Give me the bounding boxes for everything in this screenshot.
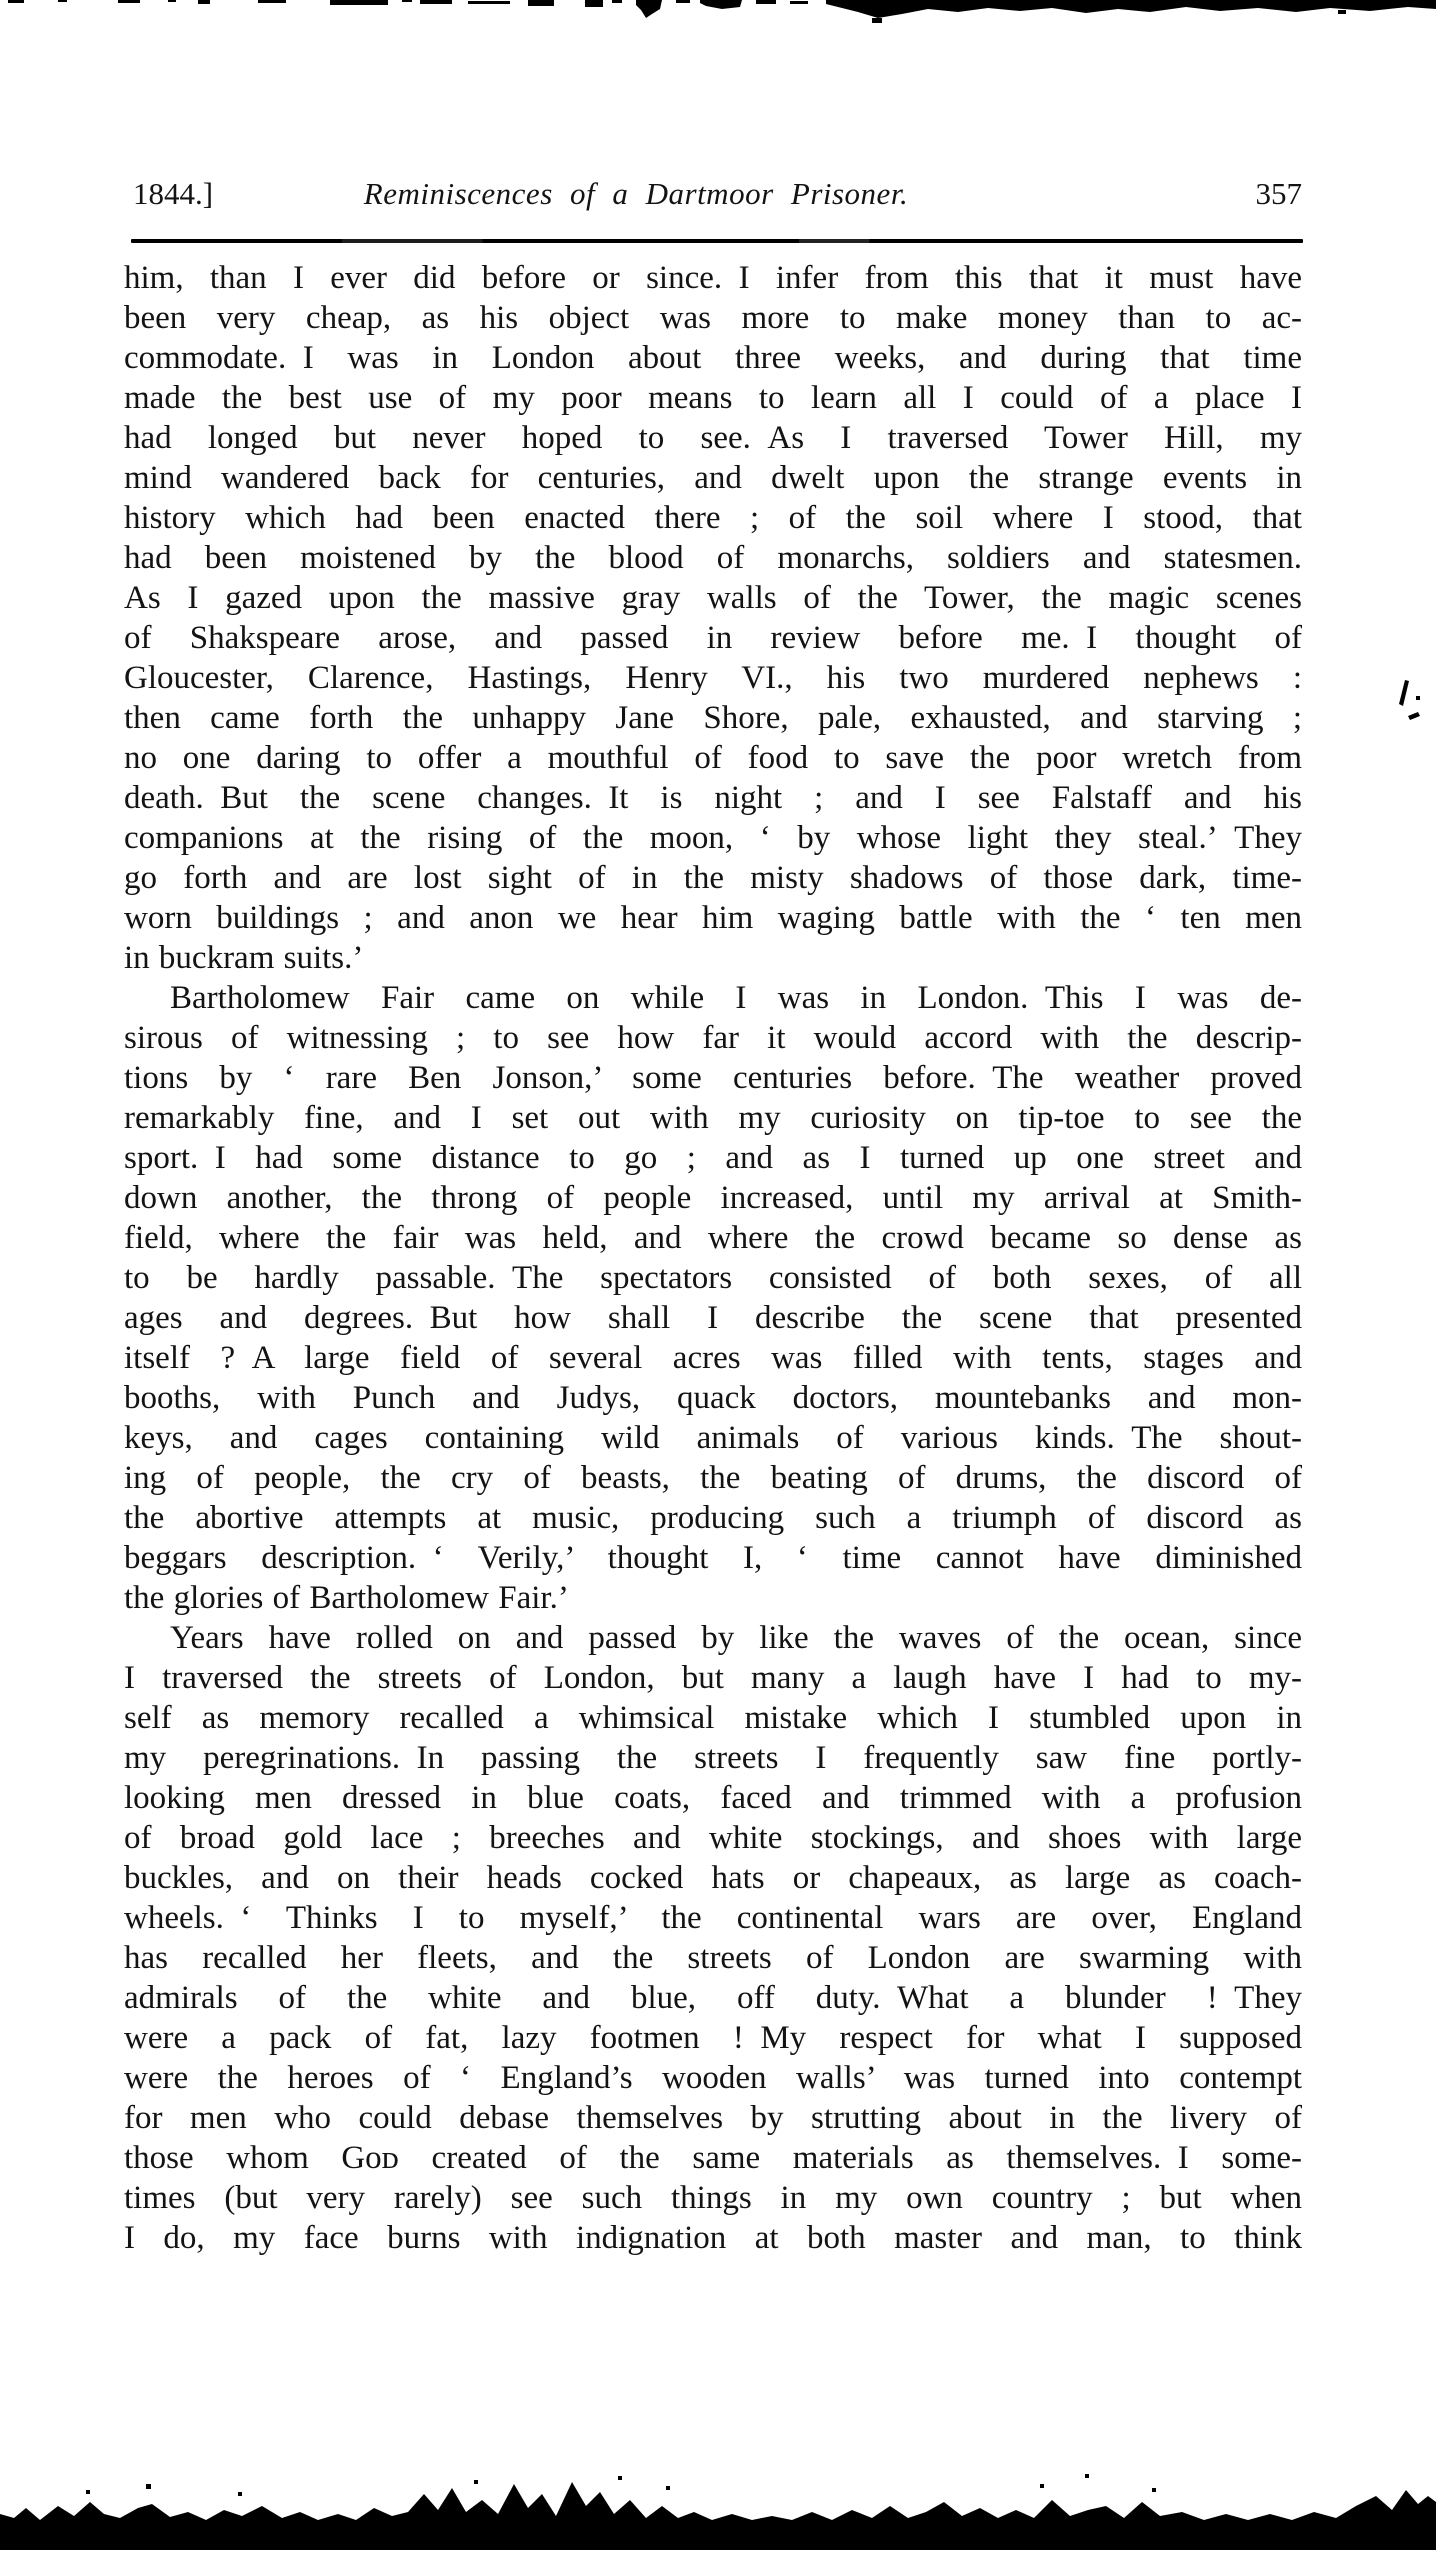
text-line: down another, the throng of people increased, until my arrival at Smith-	[124, 1180, 1302, 1216]
text-line: companions at the rising of the moon, ‘ by whose light they steal.’ They	[124, 820, 1302, 856]
text-line: As I gazed upon the massive gray walls of the Tower, the magic scenes	[124, 580, 1302, 616]
text-line: sport. I had some distance to go ; and as I turned up one street and	[124, 1140, 1302, 1176]
text-line: I do, my face burns with indignation at both master and man, to think	[124, 2220, 1302, 2256]
text-line: the glories of Bartholomew Fair.’	[124, 1580, 569, 1616]
text-line: made the best use of my poor means to learn all I could of a place I	[124, 380, 1302, 416]
text-line: ing of people, the cry of beasts, the beating of drums, the discord of	[124, 1460, 1302, 1496]
text-line: go forth and are lost sight of in the misty shadows of those dark, time-	[124, 860, 1302, 896]
text-line: keys, and cages containing wild animals of various kinds. The shout-	[124, 1420, 1302, 1456]
text-line: in buckram suits.’	[124, 940, 364, 976]
text-line: sirous of witnessing ; to see how far it would accord with the descrip-	[124, 1020, 1302, 1056]
scan-noise-bottom	[0, 2462, 1436, 2550]
text-line: remarkably fine, and I set out with my curiosity on tip-toe to see the	[124, 1100, 1302, 1136]
text-line: wheels. ‘ Thinks I to myself,’ the continental wars are over, England	[124, 1900, 1302, 1936]
text-line: of broad gold lace ; breeches and white stockings, and shoes with large	[124, 1820, 1302, 1856]
header-page-number: 357	[1255, 176, 1302, 211]
text-line: Years have rolled on and passed by like the waves of the ocean, since	[170, 1620, 1302, 1656]
header-title: Reminiscences of a Dartmoor Prisoner.	[363, 176, 909, 211]
header-rule	[131, 239, 1303, 243]
text-line: had been moistened by the blood of monarchs, soldiers and statesmen.	[124, 540, 1302, 576]
text-line: of Shakspeare arose, and passed in review before me. I thought of	[124, 620, 1302, 656]
text-line: him, than I ever did before or since. I infer from this that it must have	[124, 260, 1302, 296]
text-line: to be hardly passable. The spectators consisted of both sexes, of all	[124, 1260, 1302, 1296]
text-line: looking men dressed in blue coats, faced and trimmed with a profusion	[124, 1780, 1302, 1816]
header-year: 1844.]	[133, 176, 214, 211]
text-line: commodate. I was in London about three weeks, and during that time	[124, 340, 1302, 376]
text-line: times (but very rarely) see such things in my own country ; but when	[124, 2180, 1302, 2216]
text-line: history which had been enacted there ; of the soil where I stood, that	[124, 500, 1302, 536]
text-line: self as memory recalled a whimsical mistake which I stumbled upon in	[124, 1700, 1302, 1736]
text-line: death. But the scene changes. It is night ; and I see Falstaff and his	[124, 780, 1302, 816]
text-line: beggars description. ‘ Verily,’ thought I, ‘ time cannot have diminished	[124, 1540, 1302, 1576]
text-line: had longed but never hoped to see. As I traversed Tower Hill, my	[124, 420, 1302, 456]
text-line: mind wandered back for centuries, and dwelt upon the strange events in	[124, 460, 1302, 496]
text-line: the abortive attempts at music, producing such a triumph of discord as	[124, 1500, 1302, 1536]
text-line: booths, with Punch and Judys, quack doctors, mountebanks and mon-	[124, 1380, 1302, 1416]
text-line: for men who could debase themselves by strutting about in the livery of	[124, 2100, 1302, 2136]
text-line: field, where the fair was held, and where the crowd became so dense as	[124, 1220, 1302, 1256]
text-line: tions by ‘ rare Ben Jonson,’ some centuries before. The weather proved	[124, 1060, 1302, 1096]
scan-noise-top	[0, 0, 1436, 26]
text-line: my peregrinations. In passing the streets I frequently saw fine portly-	[124, 1740, 1302, 1776]
text-line: worn buildings ; and anon we hear him waging battle with the ‘ ten men	[124, 900, 1302, 936]
running-header	[0, 176, 1436, 216]
text-line: were the heroes of ‘ England’s wooden walls’ was turned into contempt	[124, 2060, 1302, 2096]
text-line: were a pack of fat, lazy footmen ! My respect for what I supposed	[124, 2020, 1302, 2056]
text-line: no one daring to offer a mouthful of food to save the poor wretch from	[124, 740, 1302, 776]
text-line: I traversed the streets of London, but many a laugh have I had to my-	[124, 1660, 1302, 1696]
text-line: ages and degrees. But how shall I describe the scene that presented	[124, 1300, 1302, 1336]
text-line: itself ? A large field of several acres was filled with tents, stages and	[124, 1340, 1302, 1376]
text-line: Bartholomew Fair came on while I was in London. This I was de-	[170, 980, 1302, 1016]
text-line: then came forth the unhappy Jane Shore, pale, exhausted, and starving ;	[124, 700, 1302, 736]
text-line: buckles, and on their heads cocked hats or chapeaux, as large as coach-	[124, 1860, 1302, 1896]
text-line: admirals of the white and blue, off duty. What a blunder ! They	[124, 1980, 1302, 2016]
page-body	[124, 258, 1302, 2258]
text-line: been very cheap, as his object was more to make money than to ac-	[124, 300, 1302, 336]
text-line: those whom Gᴏᴅ created of the same materials as themselves. I some-	[124, 2140, 1302, 2176]
text-line: Gloucester, Clarence, Hastings, Henry VI., his two murdered nephews :	[124, 660, 1302, 696]
ink-mark	[1390, 672, 1426, 724]
text-line: has recalled her fleets, and the streets of London are swarming with	[124, 1940, 1302, 1976]
